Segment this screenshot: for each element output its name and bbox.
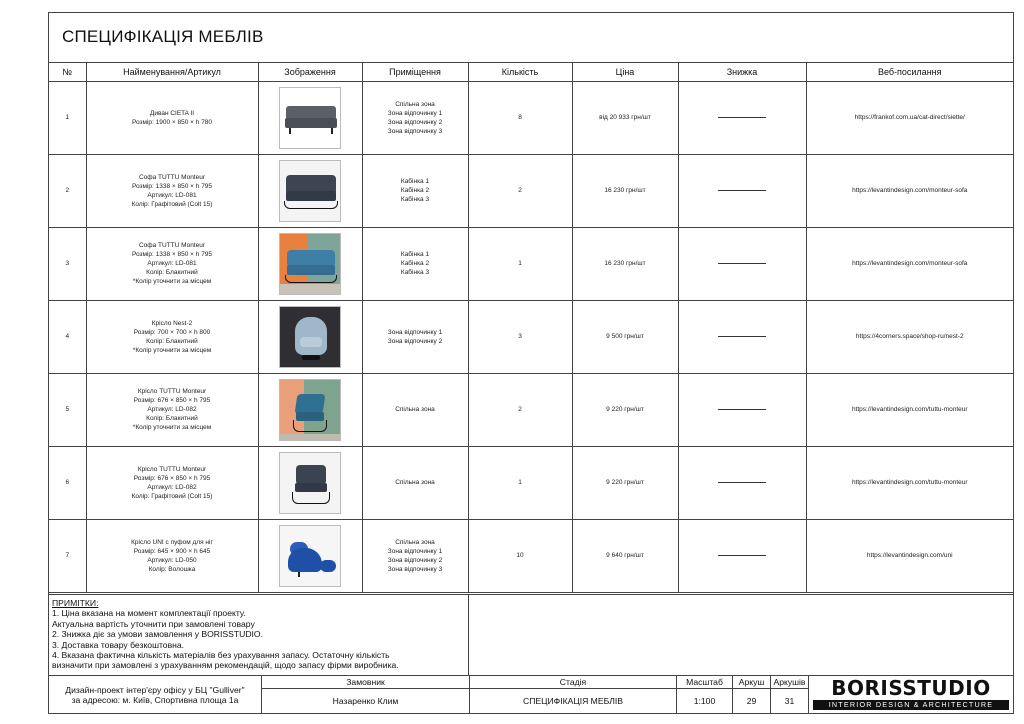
item-image bbox=[258, 373, 362, 446]
sheet-value: 29 bbox=[733, 689, 771, 714]
item-price: 9 220 грн/шт bbox=[572, 373, 678, 446]
item-name: Крісло TUTTU Monteur Розмір: 676 × 850 × h 795 Артикул: LD-082 Колір: Графітовий (Colt 15) bbox=[86, 446, 258, 519]
title-block bbox=[49, 675, 1013, 713]
item-rooms: Зона відпочинку 1 Зона відпочинку 2 bbox=[362, 300, 468, 373]
discount-dash bbox=[718, 555, 766, 556]
armchair-nest-icon bbox=[279, 306, 341, 368]
specification-sheet bbox=[48, 12, 1014, 714]
notes-title: ПРИМІТКИ: bbox=[52, 598, 99, 608]
col-header-price: Ціна bbox=[572, 63, 678, 81]
item-url[interactable]: https://levantindesign.com/tuttu-monteur bbox=[806, 446, 1013, 519]
item-quantity: 1 bbox=[468, 227, 572, 300]
item-rooms: Кабінка 1 Кабінка 2 Кабінка 3 bbox=[362, 154, 468, 227]
stage-value: СПЕЦИФІКАЦІЯ МЕБЛІВ bbox=[470, 689, 677, 714]
project-address: Дизайн-проект інтер'єру офісу у БЦ "Gulliver" за адресою: м. Київ, Спортивна площа 1а bbox=[49, 676, 262, 714]
table-row bbox=[49, 373, 1013, 446]
item-image bbox=[258, 519, 362, 592]
discount-dash bbox=[718, 190, 766, 191]
col-header-name: Найменування/Артикул bbox=[86, 63, 258, 81]
note-line: 2. Знижка діє за умови замовлення у BORISSTUDIO. bbox=[52, 629, 263, 640]
item-discount bbox=[678, 227, 806, 300]
item-price: 16 230 грн/шт bbox=[572, 154, 678, 227]
sheets-label: Аркушів bbox=[771, 676, 809, 689]
col-header-quantity: Кількість bbox=[468, 63, 572, 81]
note-line: 3. Доставка товару безкоштовна. bbox=[52, 639, 185, 650]
row-number: 1 bbox=[49, 81, 86, 154]
note-line: 4. Вказана фактична кількість матеріалів без урахування запасу. Остаточну кількість bbox=[52, 650, 390, 661]
col-header-url: Веб-посилання bbox=[806, 63, 1013, 81]
item-quantity: 8 bbox=[468, 81, 572, 154]
col-header-number: № bbox=[49, 63, 86, 81]
item-discount bbox=[678, 300, 806, 373]
discount-dash bbox=[718, 336, 766, 337]
table-header-row bbox=[49, 63, 1013, 81]
item-quantity: 10 bbox=[468, 519, 572, 592]
sofa-graphite-icon bbox=[279, 160, 341, 222]
client-label: Замовник bbox=[262, 676, 470, 689]
item-discount bbox=[678, 154, 806, 227]
row-number: 6 bbox=[49, 446, 86, 519]
row-number: 7 bbox=[49, 519, 86, 592]
table-row bbox=[49, 519, 1013, 592]
note-line: Актуальна вартість уточнити при замовлені товару bbox=[52, 618, 255, 629]
table-row bbox=[49, 300, 1013, 373]
client-value: Назаренко Клим bbox=[262, 689, 470, 714]
row-number: 4 bbox=[49, 300, 86, 373]
row-number: 3 bbox=[49, 227, 86, 300]
item-image bbox=[258, 227, 362, 300]
item-url[interactable]: https://4corners.space/shop-ru/nest-2 bbox=[806, 300, 1013, 373]
table-row bbox=[49, 154, 1013, 227]
item-price: від 20 933 грн/шт bbox=[572, 81, 678, 154]
sheet-label: Аркуш bbox=[733, 676, 771, 689]
item-price: 16 230 грн/шт bbox=[572, 227, 678, 300]
discount-dash bbox=[718, 482, 766, 483]
item-url[interactable]: https://levantindesign.com/monteur-sofa bbox=[806, 227, 1013, 300]
item-url[interactable]: https://levantindesign.com/uni bbox=[806, 519, 1013, 592]
item-rooms: Спільна зона Зона відпочинку 1 Зона відпочинку 2 Зона відпочинку 3 bbox=[362, 519, 468, 592]
notes-block bbox=[49, 594, 469, 675]
item-quantity: 3 bbox=[468, 300, 572, 373]
sofa-gray-icon bbox=[279, 87, 341, 149]
logo-main-text: BORISSTUDIO bbox=[831, 676, 991, 700]
item-name: Крісло TUTTU Monteur Розмір: 676 × 850 × h 795 Артикул: LD-082 Колір: Блакитний *Колір уточнити за місцем bbox=[86, 373, 258, 446]
table-row bbox=[49, 81, 1013, 154]
item-rooms: Спільна зона bbox=[362, 373, 468, 446]
item-url[interactable]: https://levantindesign.com/monteur-sofa bbox=[806, 154, 1013, 227]
item-image bbox=[258, 154, 362, 227]
discount-dash bbox=[718, 263, 766, 264]
item-name: Софа TUTTU Monteur Розмір: 1338 × 850 × h 795 Артикул: LD-081 Колір: Блакитний *Колір уточнити за місцем bbox=[86, 227, 258, 300]
item-url[interactable]: https://frankof.com.ua/cat-direct/siette/ bbox=[806, 81, 1013, 154]
item-quantity: 1 bbox=[468, 446, 572, 519]
item-image bbox=[258, 300, 362, 373]
note-line: визначити при замовлені з урахуванням рекомендацій, щодо запасу фірми виробника. bbox=[52, 660, 399, 671]
armchair-uni-icon bbox=[279, 525, 341, 587]
item-image bbox=[258, 81, 362, 154]
item-rooms: Спільна зона bbox=[362, 446, 468, 519]
item-name: Диван CIETA II Розмір: 1900 × 850 × h 780 bbox=[86, 81, 258, 154]
item-rooms: Кабінка 1 Кабінка 2 Кабінка 3 bbox=[362, 227, 468, 300]
item-name: Крісло Nest-2 Розмір: 700 × 700 × h 800 Колір: Блакитний *Колір уточнити за місцем bbox=[86, 300, 258, 373]
table-row bbox=[49, 446, 1013, 519]
scale-label: Масштаб bbox=[677, 676, 733, 689]
item-quantity: 2 bbox=[468, 154, 572, 227]
item-price: 9 220 грн/шт bbox=[572, 446, 678, 519]
item-discount bbox=[678, 446, 806, 519]
page-title: СПЕЦИФІКАЦІЯ МЕБЛІВ bbox=[49, 13, 1013, 63]
item-rooms: Спільна зона Зона відпочинку 1 Зона відпочинку 2 Зона відпочинку 3 bbox=[362, 81, 468, 154]
armchair-blue-icon bbox=[279, 379, 341, 441]
sofa-blue-icon bbox=[279, 233, 341, 295]
borisstudio-logo bbox=[809, 676, 1013, 714]
notes-blank-area bbox=[469, 594, 1013, 675]
stage-label: Стадія bbox=[470, 676, 677, 689]
item-name: Софа TUTTU Monteur Розмір: 1338 × 850 × h 795 Артикул: LD-081 Колір: Графітовий (Colt 15) bbox=[86, 154, 258, 227]
item-quantity: 2 bbox=[468, 373, 572, 446]
logo-subtitle: INTERIOR DESIGN & ARCHITECTURE bbox=[813, 700, 1009, 710]
discount-dash bbox=[718, 117, 766, 118]
table-row bbox=[49, 227, 1013, 300]
item-discount bbox=[678, 81, 806, 154]
scale-value: 1:100 bbox=[677, 689, 733, 714]
note-line: 1. Ціна вказана на момент комплектації проекту. bbox=[52, 608, 246, 619]
item-image bbox=[258, 446, 362, 519]
row-number: 5 bbox=[49, 373, 86, 446]
armchair-graphite-icon bbox=[279, 452, 341, 514]
sheets-value: 31 bbox=[771, 689, 809, 714]
col-header-image: Зображення bbox=[258, 63, 362, 81]
item-price: 9 640 грн/шт bbox=[572, 519, 678, 592]
row-number: 2 bbox=[49, 154, 86, 227]
discount-dash bbox=[718, 409, 766, 410]
item-price: 9 500 грн/шт bbox=[572, 300, 678, 373]
col-header-rooms: Приміщення bbox=[362, 63, 468, 81]
item-discount bbox=[678, 373, 806, 446]
item-name: Крісло UNI с пуфом для ніг Розмір: 645 × 900 × h 645 Артикул: LD-050 Колір: Волошка bbox=[86, 519, 258, 592]
col-header-discount: Знижка bbox=[678, 63, 806, 81]
item-discount bbox=[678, 519, 806, 592]
item-url[interactable]: https://levantindesign.com/tuttu-monteur bbox=[806, 373, 1013, 446]
furniture-spec-table bbox=[49, 63, 1013, 593]
